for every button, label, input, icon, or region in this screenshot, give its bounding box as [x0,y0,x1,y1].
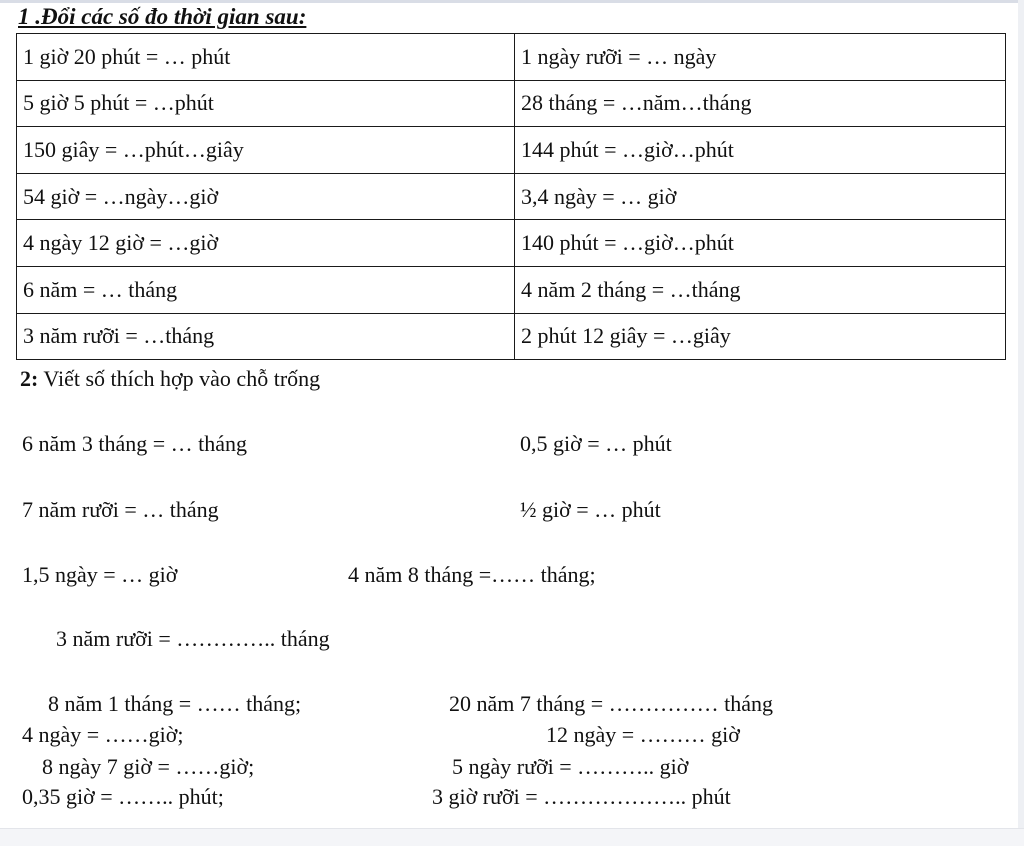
exercise-item: 6 năm 3 tháng = … tháng [22,431,248,456]
table-cell: 2 phút 12 giây = …giây [515,313,1006,360]
exercise-item: 0,5 giờ = … phút [520,431,672,456]
table-row [17,266,1006,313]
exercise-item: 8 năm 1 tháng = …… tháng; [48,691,302,716]
table-cell: 3 năm rưỡi = …tháng [17,313,515,360]
table-cell: 4 năm 2 tháng = …tháng [515,266,1006,313]
exercise-item: 12 ngày = ……… giờ [546,722,740,747]
table-cell: 144 phút = …giờ…phút [515,127,1006,174]
table-row [17,34,1006,81]
exercise-item: 4 ngày = ……giờ; [22,722,184,747]
table-cell: 140 phút = …giờ…phút [515,220,1006,267]
exercise-item: 3 năm rưỡi = ………….. tháng [56,626,330,651]
section-1-title: 1 .Đổi các số đo thời gian sau: [18,4,307,29]
table-cell: 1 giờ 20 phút = … phút [17,34,515,81]
table-cell: 1 ngày rưỡi = … ngày [515,34,1006,81]
exercise-item: 1,5 ngày = … giờ [22,562,178,587]
exercise-item: 8 ngày 7 giờ = ……giờ; [42,754,255,779]
exercise-item: 20 năm 7 tháng = …………… tháng [449,691,774,716]
section-2-title [20,366,320,392]
conversion-table [16,33,1006,360]
table-cell: 6 năm = … tháng [17,266,515,313]
table-row [17,173,1006,220]
top-rule [0,0,1024,3]
table-cell: 54 giờ = …ngày…giờ [17,173,515,220]
section-2-text: Viết số thích hợp vào chỗ trống [38,366,321,391]
table-row [17,127,1006,174]
exercise-item: 3 giờ rưỡi = ……………….. phút [432,784,731,809]
table-cell: 4 ngày 12 giờ = …giờ [17,220,515,267]
exercise-item: 5 ngày rưỡi = ……….. giờ [452,754,689,779]
exercise-item: 4 năm 8 tháng =…… tháng; [348,562,596,587]
scrollbar-track[interactable] [1018,0,1024,845]
table-row [17,313,1006,360]
exercise-item: ½ giờ = … phút [520,497,661,522]
table-row [17,220,1006,267]
table-cell: 5 giờ 5 phút = …phút [17,80,515,127]
table-row [17,80,1006,127]
bottom-bar [0,828,1024,846]
exercise-item: 0,35 giờ = …….. phút; [22,784,224,809]
exercise-item: 7 năm rưỡi = … tháng [22,497,219,522]
table-cell: 150 giây = …phút…giây [17,127,515,174]
table-cell: 28 tháng = …năm…tháng [515,80,1006,127]
table-cell: 3,4 ngày = … giờ [515,173,1006,220]
section-2-number: 2: [20,366,39,391]
